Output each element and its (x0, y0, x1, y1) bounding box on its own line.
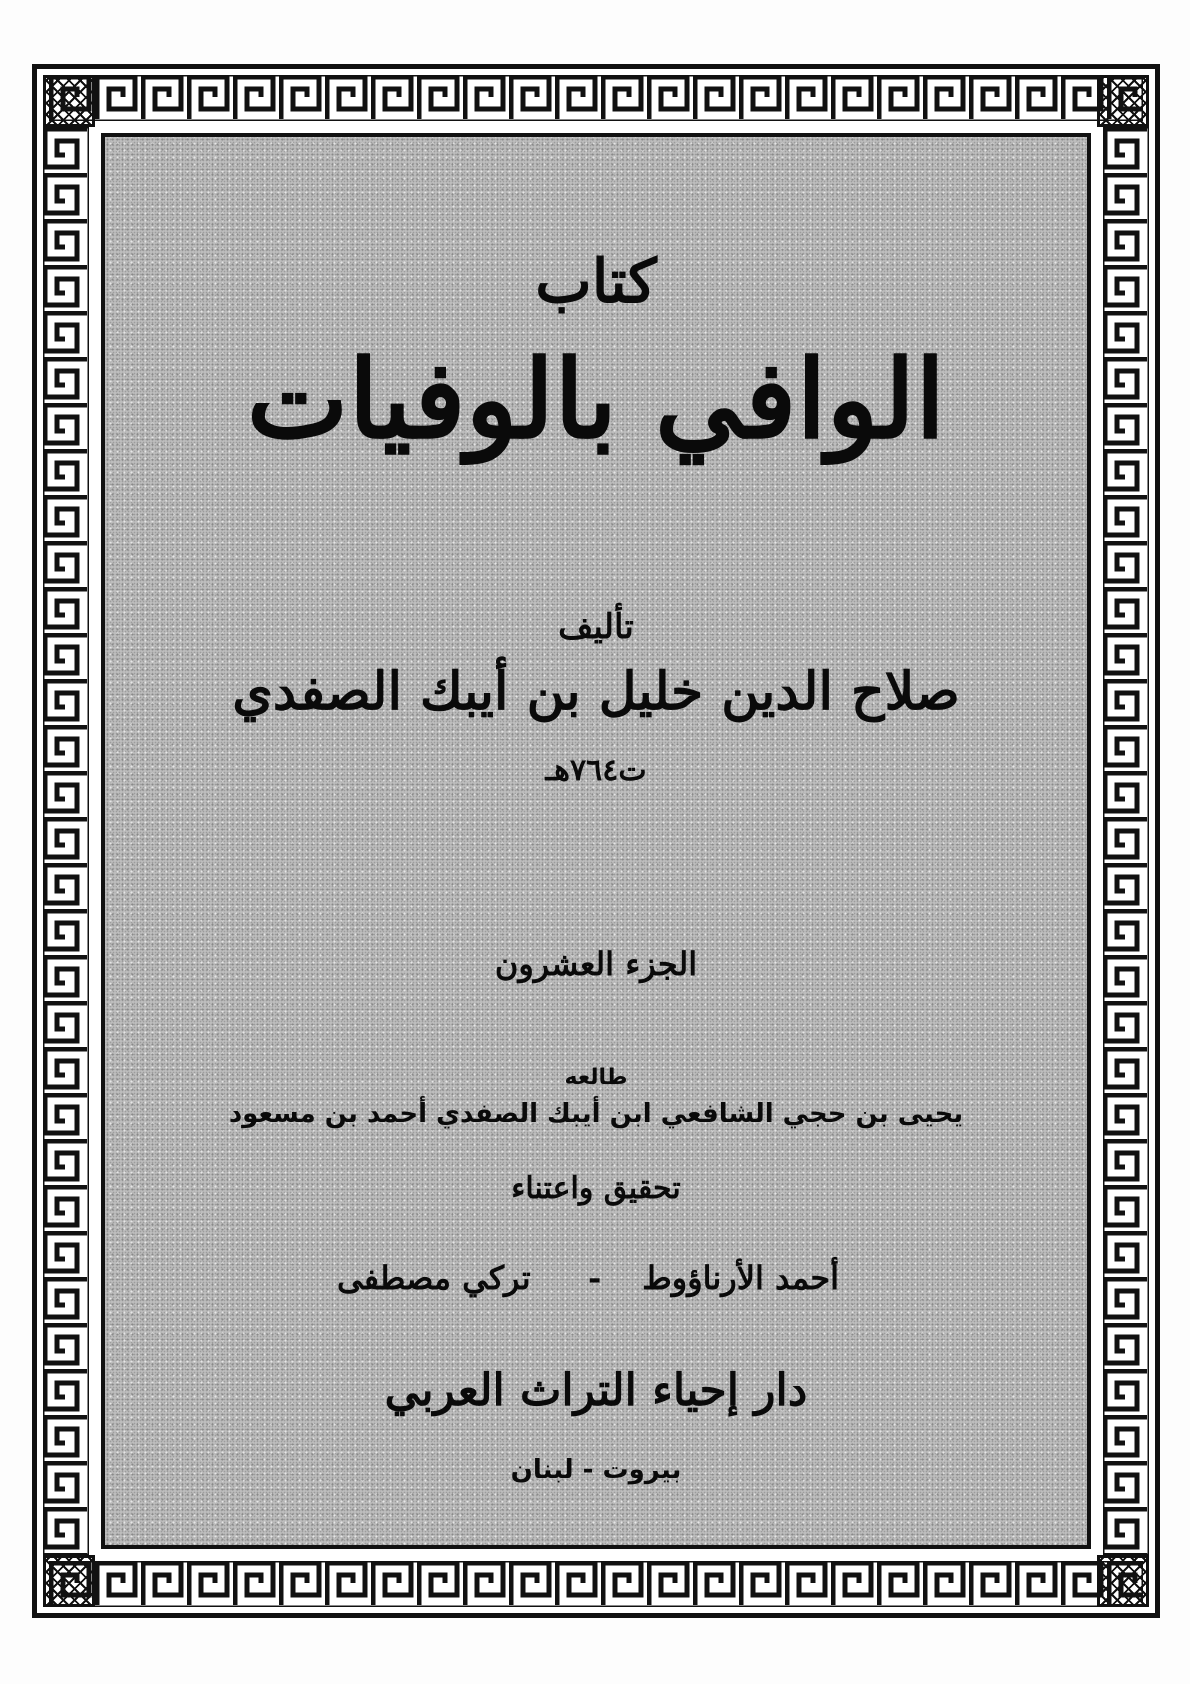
editors-row (105, 1259, 1087, 1309)
volume-label: الجزء العشرون (494, 945, 698, 983)
greek-key-border-top (49, 75, 1143, 121)
editor-name: تركي مصطفى (337, 1259, 531, 1297)
corner-ornament-top-left (43, 75, 95, 127)
book-label: كتاب (535, 247, 657, 317)
editing-label: تحقيق واعتناء (511, 1171, 681, 1206)
publisher-name: دار إحياء التراث العربي (384, 1365, 808, 1416)
decorative-frame (32, 64, 1160, 1618)
corner-ornament-bottom-right (1097, 1555, 1149, 1607)
greek-key-border-bottom (49, 1561, 1143, 1607)
corner-ornament-top-right (1097, 75, 1149, 127)
authorship-label: تأليف (558, 607, 634, 647)
editor-name: أحمد الأرناؤوط (642, 1259, 839, 1297)
reviewed-label: طالعه (564, 1065, 628, 1090)
reviewers-names: يحيى بن حجي الشافعي ابن أيبك الصفدي أحمد بن مسعود (228, 1099, 964, 1129)
corner-ornament-bottom-left (43, 1555, 95, 1607)
editor-separator: - (588, 1259, 602, 1297)
greek-key-border-left (43, 127, 89, 1555)
death-date: ت٧٦٤هـ (545, 753, 647, 788)
cover-content (105, 137, 1087, 1545)
book-title: الوافي بالوفيات (246, 337, 946, 463)
publication-place: بيروت - لبنان (510, 1455, 682, 1485)
greek-key-border-right (1103, 127, 1149, 1555)
cover-panel (101, 133, 1091, 1549)
author-name: صلاح الدين خليل بن أيبك الصفدي (232, 661, 960, 722)
